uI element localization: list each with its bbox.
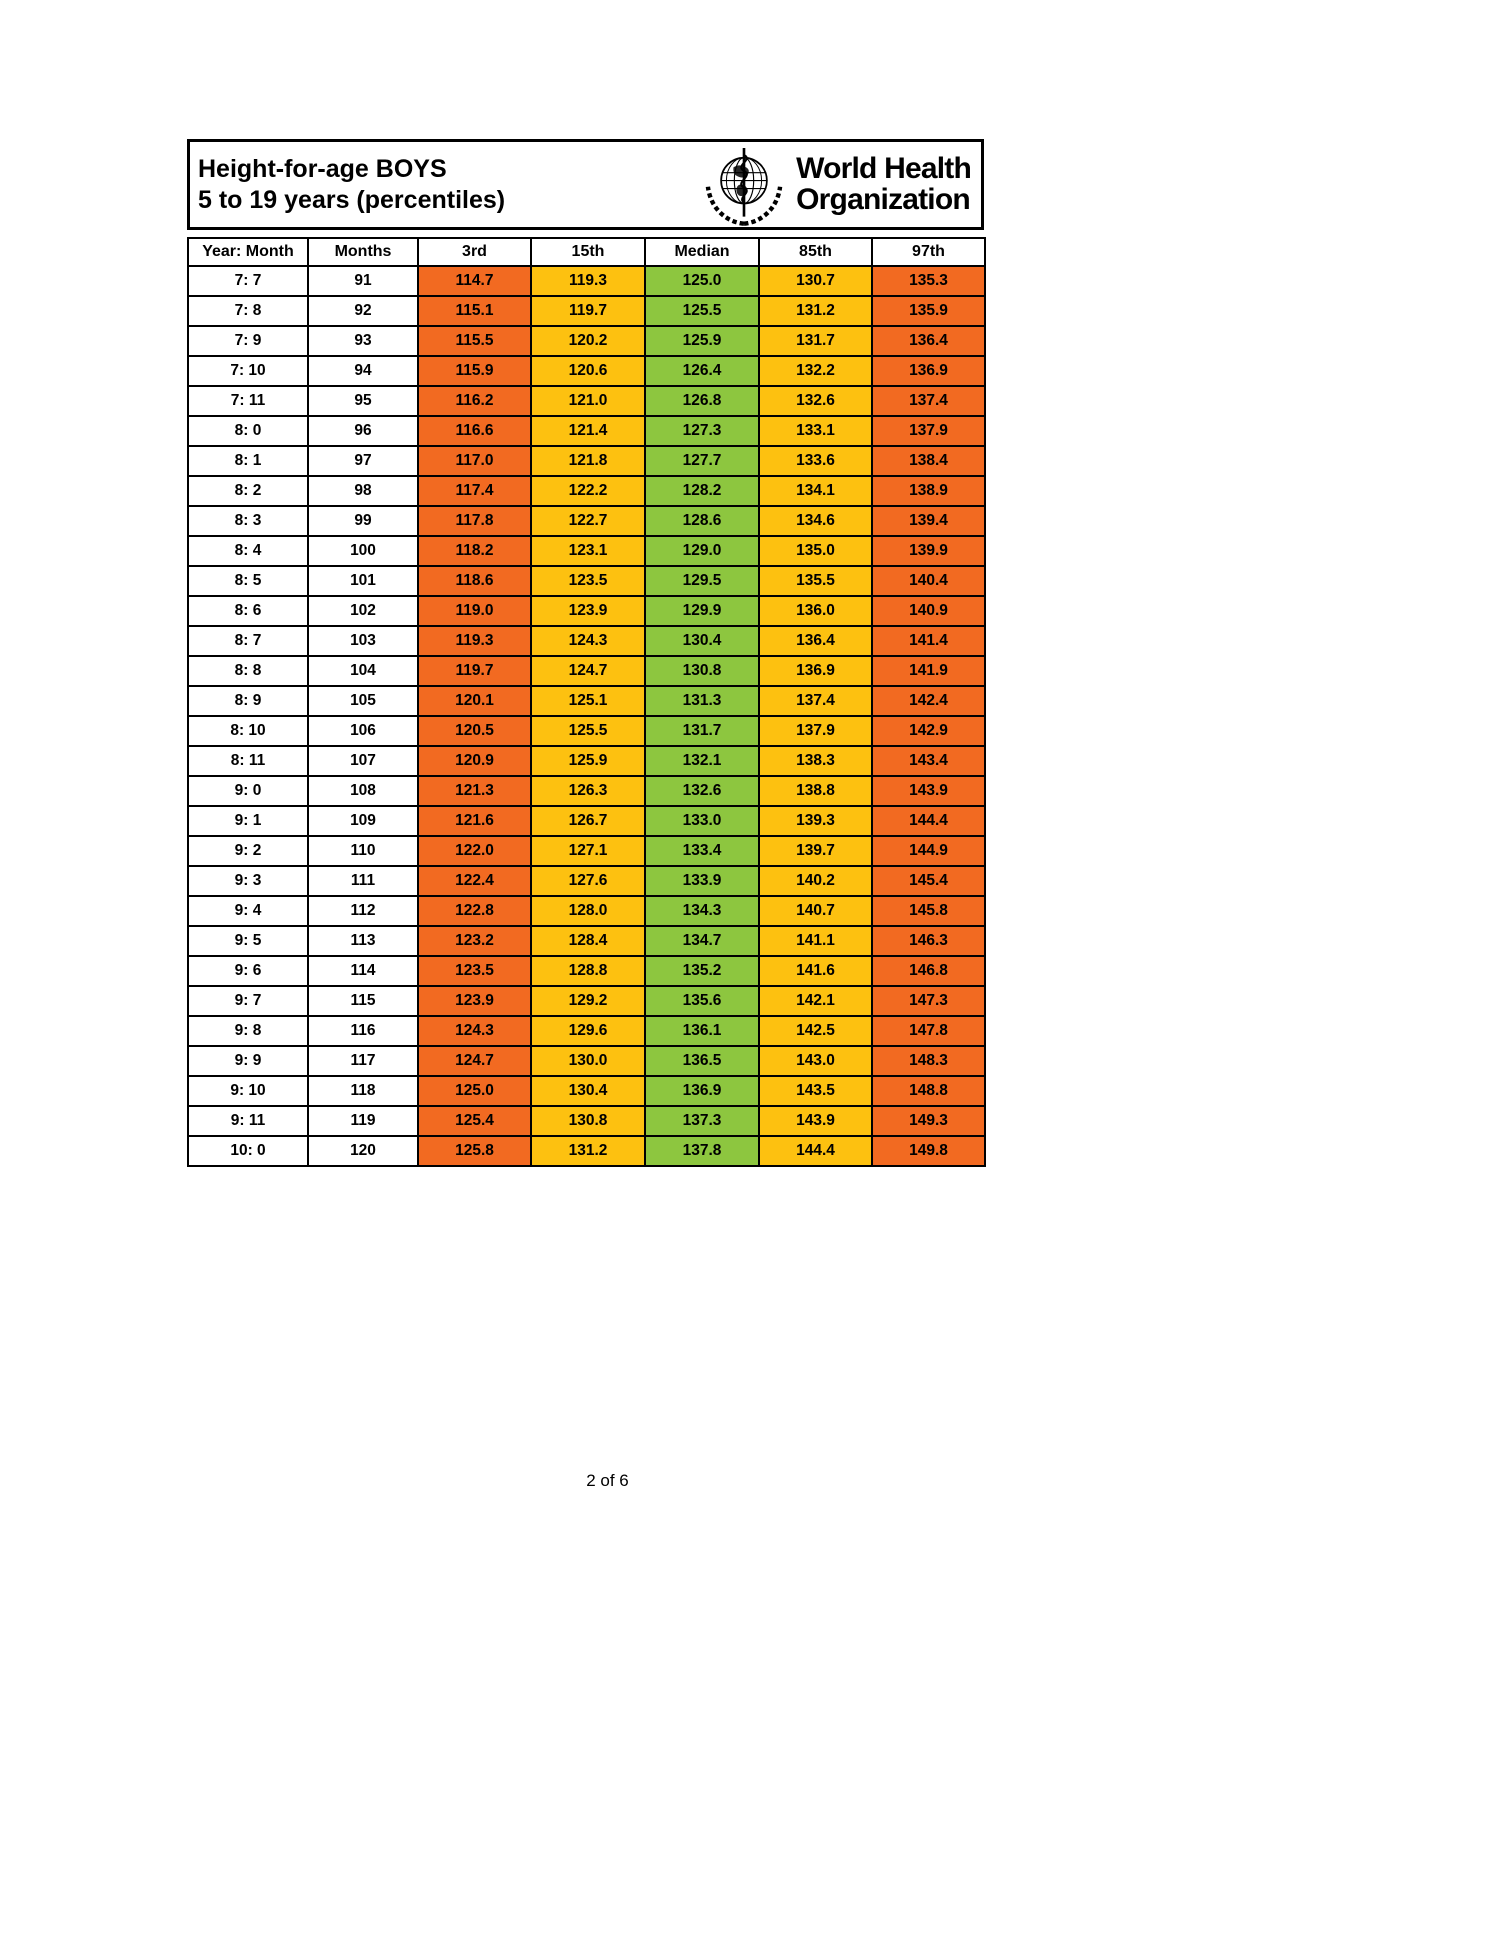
table-row xyxy=(188,446,985,476)
table-cell: 120.2 xyxy=(531,326,645,356)
table-cell: 7: 8 xyxy=(188,296,308,326)
table-cell: 125.0 xyxy=(418,1076,531,1106)
table-cell: 141.6 xyxy=(759,956,872,986)
table-cell: 141.4 xyxy=(872,626,985,656)
height-for-age-table xyxy=(187,237,986,1167)
table-cell: 133.6 xyxy=(759,446,872,476)
table-cell: 100 xyxy=(308,536,418,566)
table-cell: 143.9 xyxy=(872,776,985,806)
table-cell: 125.9 xyxy=(531,746,645,776)
who-emblem-icon xyxy=(699,141,789,229)
table-cell: 142.9 xyxy=(872,716,985,746)
table-cell: 122.2 xyxy=(531,476,645,506)
table-row xyxy=(188,866,985,896)
table-cell: 126.4 xyxy=(645,356,759,386)
table-cell: 121.0 xyxy=(531,386,645,416)
table-cell: 8: 8 xyxy=(188,656,308,686)
table-row xyxy=(188,326,985,356)
table-row xyxy=(188,986,985,1016)
table-cell: 104 xyxy=(308,656,418,686)
table-cell: 142.5 xyxy=(759,1016,872,1046)
table-cell: 103 xyxy=(308,626,418,656)
table-cell: 126.3 xyxy=(531,776,645,806)
table-cell: 120.5 xyxy=(418,716,531,746)
table-cell: 125.5 xyxy=(531,716,645,746)
table-cell: 139.7 xyxy=(759,836,872,866)
table-cell: 131.2 xyxy=(531,1136,645,1166)
table-row xyxy=(188,386,985,416)
table-cell: 133.4 xyxy=(645,836,759,866)
table-row xyxy=(188,476,985,506)
table-cell: 122.7 xyxy=(531,506,645,536)
table-cell: 124.7 xyxy=(531,656,645,686)
table-row xyxy=(188,536,985,566)
table-cell: 92 xyxy=(308,296,418,326)
title-line-2: 5 to 19 years (percentiles) xyxy=(198,185,506,214)
table-cell: 118 xyxy=(308,1076,418,1106)
col-header-year-month: Year: Month xyxy=(188,238,308,266)
table-row xyxy=(188,506,985,536)
page-number: 2 of 6 xyxy=(586,1471,629,1490)
table-cell: 9: 2 xyxy=(188,836,308,866)
table-cell: 141.1 xyxy=(759,926,872,956)
table-row xyxy=(188,596,985,626)
table-cell: 120.9 xyxy=(418,746,531,776)
table-cell: 138.9 xyxy=(872,476,985,506)
who-wordmark-line-1: World Health xyxy=(796,151,971,185)
table-cell: 123.5 xyxy=(531,566,645,596)
table-cell: 115.1 xyxy=(418,296,531,326)
table-cell: 137.9 xyxy=(759,716,872,746)
table-cell: 120 xyxy=(308,1136,418,1166)
table-cell: 137.4 xyxy=(872,386,985,416)
table-cell: 121.4 xyxy=(531,416,645,446)
table-row xyxy=(188,1016,985,1046)
table-cell: 109 xyxy=(308,806,418,836)
table-cell: 134.6 xyxy=(759,506,872,536)
table-row xyxy=(188,716,985,746)
table-cell: 93 xyxy=(308,326,418,356)
table-cell: 135.9 xyxy=(872,296,985,326)
table-row xyxy=(188,266,985,296)
table-cell: 8: 1 xyxy=(188,446,308,476)
table-cell: 149.8 xyxy=(872,1136,985,1166)
table-cell: 136.4 xyxy=(872,326,985,356)
table-cell: 116.2 xyxy=(418,386,531,416)
title-line-1: Height-for-age BOYS xyxy=(198,155,447,183)
table-cell: 130.8 xyxy=(645,656,759,686)
table-cell: 128.2 xyxy=(645,476,759,506)
table-row xyxy=(188,926,985,956)
table-cell: 8: 0 xyxy=(188,416,308,446)
table-cell: 131.7 xyxy=(645,716,759,746)
table-cell: 138.3 xyxy=(759,746,872,776)
table-cell: 9: 7 xyxy=(188,986,308,1016)
table-body xyxy=(188,266,985,1166)
table-cell: 140.4 xyxy=(872,566,985,596)
table-row xyxy=(188,566,985,596)
table-cell: 120.6 xyxy=(531,356,645,386)
table-cell: 123.2 xyxy=(418,926,531,956)
table-cell: 140.2 xyxy=(759,866,872,896)
table-row xyxy=(188,1076,985,1106)
table-cell: 121.8 xyxy=(531,446,645,476)
table-cell: 117.0 xyxy=(418,446,531,476)
table-cell: 9: 9 xyxy=(188,1046,308,1076)
table-cell: 123.5 xyxy=(418,956,531,986)
table-cell: 9: 4 xyxy=(188,896,308,926)
table-cell: 146.8 xyxy=(872,956,985,986)
table-cell: 148.8 xyxy=(872,1076,985,1106)
table-cell: 130.4 xyxy=(645,626,759,656)
table-cell: 140.7 xyxy=(759,896,872,926)
table-cell: 110 xyxy=(308,836,418,866)
table-cell: 125.4 xyxy=(418,1106,531,1136)
table-cell: 9: 10 xyxy=(188,1076,308,1106)
table-cell: 8: 5 xyxy=(188,566,308,596)
table-cell: 141.9 xyxy=(872,656,985,686)
table-cell: 125.0 xyxy=(645,266,759,296)
table-cell: 123.9 xyxy=(418,986,531,1016)
table-cell: 96 xyxy=(308,416,418,446)
table-cell: 7: 11 xyxy=(188,386,308,416)
table-cell: 143.0 xyxy=(759,1046,872,1076)
table-cell: 106 xyxy=(308,716,418,746)
table-row xyxy=(188,1136,985,1166)
table-cell: 145.4 xyxy=(872,866,985,896)
table-cell: 131.2 xyxy=(759,296,872,326)
table-cell: 137.3 xyxy=(645,1106,759,1136)
table-cell: 127.3 xyxy=(645,416,759,446)
table-cell: 116 xyxy=(308,1016,418,1046)
table-cell: 10: 0 xyxy=(188,1136,308,1166)
table-cell: 7: 7 xyxy=(188,266,308,296)
table-cell: 119.0 xyxy=(418,596,531,626)
table-cell: 117.4 xyxy=(418,476,531,506)
table-cell: 9: 11 xyxy=(188,1106,308,1136)
table-cell: 147.3 xyxy=(872,986,985,1016)
table-row xyxy=(188,626,985,656)
table-cell: 115.9 xyxy=(418,356,531,386)
table-cell: 112 xyxy=(308,896,418,926)
table-cell: 119.7 xyxy=(531,296,645,326)
table-cell: 117.8 xyxy=(418,506,531,536)
table-cell: 144.4 xyxy=(759,1136,872,1166)
table-cell: 137.9 xyxy=(872,416,985,446)
table-row xyxy=(188,1046,985,1076)
col-header-median: Median xyxy=(645,238,759,266)
table-cell: 105 xyxy=(308,686,418,716)
table-cell: 132.1 xyxy=(645,746,759,776)
table-cell: 125.8 xyxy=(418,1136,531,1166)
table-cell: 122.0 xyxy=(418,836,531,866)
table-cell: 136.0 xyxy=(759,596,872,626)
table-cell: 130.7 xyxy=(759,266,872,296)
table-cell: 121.6 xyxy=(418,806,531,836)
table-cell: 119.7 xyxy=(418,656,531,686)
table-row xyxy=(188,656,985,686)
table-cell: 123.1 xyxy=(531,536,645,566)
table-cell: 8: 4 xyxy=(188,536,308,566)
table-cell: 124.3 xyxy=(531,626,645,656)
table-cell: 134.3 xyxy=(645,896,759,926)
table-cell: 139.9 xyxy=(872,536,985,566)
table-cell: 130.8 xyxy=(531,1106,645,1136)
table-cell: 147.8 xyxy=(872,1016,985,1046)
table-cell: 136.4 xyxy=(759,626,872,656)
table-cell: 140.9 xyxy=(872,596,985,626)
table-row xyxy=(188,896,985,926)
table-cell: 130.4 xyxy=(531,1076,645,1106)
table-cell: 117 xyxy=(308,1046,418,1076)
table-row xyxy=(188,686,985,716)
page-title xyxy=(198,154,505,215)
table-cell: 135.0 xyxy=(759,536,872,566)
table-cell: 125.5 xyxy=(645,296,759,326)
table-cell: 9: 8 xyxy=(188,1016,308,1046)
table-cell: 136.9 xyxy=(872,356,985,386)
table-row xyxy=(188,416,985,446)
table-cell: 99 xyxy=(308,506,418,536)
table-cell: 9: 5 xyxy=(188,926,308,956)
table-cell: 108 xyxy=(308,776,418,806)
table-cell: 127.1 xyxy=(531,836,645,866)
table-cell: 128.0 xyxy=(531,896,645,926)
table-row xyxy=(188,1106,985,1136)
table-cell: 95 xyxy=(308,386,418,416)
table-cell: 145.8 xyxy=(872,896,985,926)
table-cell: 133.1 xyxy=(759,416,872,446)
table-cell: 132.6 xyxy=(759,386,872,416)
table-cell: 8: 11 xyxy=(188,746,308,776)
table-cell: 119.3 xyxy=(418,626,531,656)
table-cell: 143.9 xyxy=(759,1106,872,1136)
table-cell: 127.7 xyxy=(645,446,759,476)
table-cell: 137.4 xyxy=(759,686,872,716)
table-cell: 143.4 xyxy=(872,746,985,776)
table-cell: 136.5 xyxy=(645,1046,759,1076)
table-cell: 139.4 xyxy=(872,506,985,536)
table-cell: 128.8 xyxy=(531,956,645,986)
table-cell: 118.6 xyxy=(418,566,531,596)
table-cell: 119.3 xyxy=(531,266,645,296)
table-cell: 131.3 xyxy=(645,686,759,716)
table-cell: 114.7 xyxy=(418,266,531,296)
table-cell: 136.1 xyxy=(645,1016,759,1046)
table-cell: 131.7 xyxy=(759,326,872,356)
table-cell: 7: 9 xyxy=(188,326,308,356)
table-row xyxy=(188,746,985,776)
table-cell: 113 xyxy=(308,926,418,956)
table-cell: 128.4 xyxy=(531,926,645,956)
table-cell: 148.3 xyxy=(872,1046,985,1076)
table-cell: 111 xyxy=(308,866,418,896)
table-cell: 9: 3 xyxy=(188,866,308,896)
table-cell: 138.8 xyxy=(759,776,872,806)
table-cell: 8: 9 xyxy=(188,686,308,716)
table-cell: 139.3 xyxy=(759,806,872,836)
table-cell: 8: 2 xyxy=(188,476,308,506)
table-cell: 125.9 xyxy=(645,326,759,356)
table-cell: 142.4 xyxy=(872,686,985,716)
table-cell: 149.3 xyxy=(872,1106,985,1136)
col-header-15th: 15th xyxy=(531,238,645,266)
table-cell: 101 xyxy=(308,566,418,596)
table-row xyxy=(188,836,985,866)
table-cell: 146.3 xyxy=(872,926,985,956)
col-header-85th: 85th xyxy=(759,238,872,266)
col-header-months: Months xyxy=(308,238,418,266)
table-cell: 118.2 xyxy=(418,536,531,566)
table-cell: 134.1 xyxy=(759,476,872,506)
who-table-sheet xyxy=(187,139,984,1167)
table-cell: 129.5 xyxy=(645,566,759,596)
table-cell: 119 xyxy=(308,1106,418,1136)
title-box xyxy=(187,139,984,230)
table-cell: 121.3 xyxy=(418,776,531,806)
table-cell: 102 xyxy=(308,596,418,626)
table-cell: 135.2 xyxy=(645,956,759,986)
who-wordmark xyxy=(796,151,971,216)
table-cell: 126.8 xyxy=(645,386,759,416)
table-cell: 143.5 xyxy=(759,1076,872,1106)
table-cell: 107 xyxy=(308,746,418,776)
table-cell: 132.2 xyxy=(759,356,872,386)
table-cell: 115.5 xyxy=(418,326,531,356)
table-cell: 8: 10 xyxy=(188,716,308,746)
table-row xyxy=(188,296,985,326)
table-cell: 114 xyxy=(308,956,418,986)
table-cell: 8: 6 xyxy=(188,596,308,626)
table-cell: 9: 1 xyxy=(188,806,308,836)
table-cell: 124.3 xyxy=(418,1016,531,1046)
table-cell: 130.0 xyxy=(531,1046,645,1076)
table-cell: 133.0 xyxy=(645,806,759,836)
table-cell: 115 xyxy=(308,986,418,1016)
table-cell: 134.7 xyxy=(645,926,759,956)
table-cell: 124.7 xyxy=(418,1046,531,1076)
table-cell: 129.9 xyxy=(645,596,759,626)
table-cell: 136.9 xyxy=(759,656,872,686)
col-header-97th: 97th xyxy=(872,238,985,266)
table-cell: 120.1 xyxy=(418,686,531,716)
who-logo xyxy=(699,141,971,229)
table-cell: 129.2 xyxy=(531,986,645,1016)
table-cell: 144.9 xyxy=(872,836,985,866)
table-cell: 144.4 xyxy=(872,806,985,836)
table-cell: 98 xyxy=(308,476,418,506)
table-cell: 122.4 xyxy=(418,866,531,896)
header-row xyxy=(188,238,985,266)
who-wordmark-line-2: Organization xyxy=(796,182,970,216)
table-row xyxy=(188,806,985,836)
table-cell: 97 xyxy=(308,446,418,476)
table-cell: 8: 3 xyxy=(188,506,308,536)
table-cell: 127.6 xyxy=(531,866,645,896)
table-cell: 128.6 xyxy=(645,506,759,536)
table-cell: 94 xyxy=(308,356,418,386)
table-cell: 129.6 xyxy=(531,1016,645,1046)
table-cell: 7: 10 xyxy=(188,356,308,386)
table-cell: 122.8 xyxy=(418,896,531,926)
table-cell: 123.9 xyxy=(531,596,645,626)
table-cell: 132.6 xyxy=(645,776,759,806)
table-cell: 8: 7 xyxy=(188,626,308,656)
table-cell: 91 xyxy=(308,266,418,296)
table-cell: 125.1 xyxy=(531,686,645,716)
table-cell: 142.1 xyxy=(759,986,872,1016)
table-cell: 135.6 xyxy=(645,986,759,1016)
table-row xyxy=(188,776,985,806)
table-cell: 135.5 xyxy=(759,566,872,596)
table-header xyxy=(188,238,985,266)
table-row xyxy=(188,956,985,986)
table-cell: 137.8 xyxy=(645,1136,759,1166)
table-cell: 136.9 xyxy=(645,1076,759,1106)
table-cell: 129.0 xyxy=(645,536,759,566)
table-cell: 126.7 xyxy=(531,806,645,836)
col-header-3rd: 3rd xyxy=(418,238,531,266)
table-cell: 9: 6 xyxy=(188,956,308,986)
table-row xyxy=(188,356,985,386)
table-cell: 138.4 xyxy=(872,446,985,476)
table-cell: 135.3 xyxy=(872,266,985,296)
table-cell: 133.9 xyxy=(645,866,759,896)
table-cell: 9: 0 xyxy=(188,776,308,806)
table-cell: 116.6 xyxy=(418,416,531,446)
